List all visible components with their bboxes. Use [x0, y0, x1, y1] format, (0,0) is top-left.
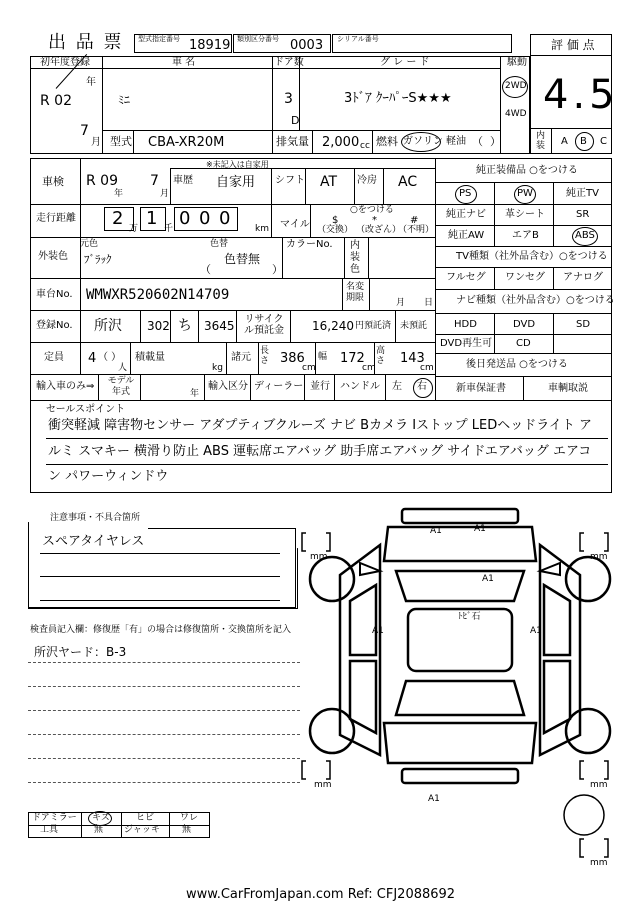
- parts-tools-value: 無: [94, 825, 104, 835]
- ac-label: 冷房: [357, 175, 377, 186]
- tv-type-title: TV種類（社外品含む）○をつける: [456, 251, 608, 262]
- first-reg-year: R 02: [40, 93, 72, 109]
- damage-mark-7: A1: [428, 794, 440, 804]
- mileage-opt1: $: [332, 215, 339, 226]
- mileage-unit-km: km: [255, 224, 269, 234]
- damage-mark-3: A1: [482, 574, 494, 584]
- height-label: 高さ: [376, 346, 386, 366]
- mm-front-left: mm: [310, 552, 328, 562]
- doors-label: ドア数: [274, 57, 304, 68]
- first-reg-month-unit: 月: [91, 137, 101, 148]
- parts-tools: 工具: [40, 825, 59, 835]
- damage-mark-6: A1: [530, 626, 542, 636]
- sales-points-line-2: ルミ スマキー 横滑り防止 ABS 運転席エアバッグ 助手席エアバッグ サイドエアバッグ エアコ: [48, 444, 592, 459]
- repaint-value: 色替無: [224, 252, 261, 266]
- score-value: 4.5: [543, 72, 619, 118]
- car-diagram: [300, 505, 620, 875]
- inspection-month-unit: 月: [160, 189, 170, 199]
- mileage-opt2: *: [372, 215, 377, 226]
- mileage-digit-2: 1: [146, 208, 158, 229]
- mileage-label: 走行距離: [36, 213, 76, 224]
- color-label: 外装色: [38, 251, 68, 262]
- repaint-label: 色替: [210, 239, 229, 249]
- interior-b: B: [580, 136, 587, 147]
- mile-label: マイル: [280, 219, 310, 230]
- mileage-digit-3: 0: [179, 208, 191, 229]
- tv-analog: アナログ: [563, 272, 603, 283]
- navi-cd: CD: [516, 338, 531, 349]
- notes-label: 注意事項・不具合箇所: [50, 513, 141, 523]
- mm-front-right: mm: [590, 552, 608, 562]
- dims-label: 諸元: [231, 352, 251, 363]
- fuel-gas: ガソリン: [403, 136, 443, 147]
- notes-line-1: スペアタイヤレス: [42, 534, 145, 549]
- drive-4wd: 4WD: [505, 109, 527, 119]
- equip-leather: 革シート: [505, 209, 545, 220]
- navi-dvd: DVD: [513, 319, 536, 330]
- serial-label: シリアル番号: [337, 35, 379, 43]
- navi-hdd: HDD: [454, 319, 477, 330]
- fuel-label: 燃料: [376, 135, 398, 148]
- footer-ref: www.CarFromJapan.com Ref: CFJ2088692: [186, 887, 456, 902]
- serial-box: [332, 34, 512, 53]
- chassis-day-unit: 日: [424, 298, 434, 308]
- registration-area: 所沢: [94, 318, 122, 334]
- unpaid-label: 未預託: [400, 321, 428, 331]
- inspection-month: 7: [150, 173, 159, 189]
- inspection-label: 車検: [42, 175, 64, 188]
- doors-value: 3: [284, 91, 293, 107]
- capacity-value: 4: [88, 351, 97, 366]
- inspection-note: ※未記入は自家用: [206, 160, 269, 169]
- mileage-opt2-sub: （改ざん）: [356, 225, 402, 235]
- mileage-check-label: ○をつける: [350, 205, 394, 215]
- mileage-digit-5: 0: [219, 208, 231, 229]
- recycle-unit: 円預託済: [355, 321, 392, 331]
- interior-color-label: 内装色: [350, 240, 360, 275]
- parts-jack: ジャッキ: [124, 825, 160, 835]
- parts-door-mirror: ドアミラー: [32, 813, 77, 823]
- interior-label: 内装: [536, 131, 546, 151]
- docs-manual: 車輌取説: [548, 383, 588, 394]
- original-color-value: ﾌﾞﾗｯｸ: [84, 253, 112, 266]
- parts-scratch: キズ: [92, 813, 110, 823]
- car-name-value: ﾐﾆ: [118, 93, 131, 107]
- original-color-label: 元色: [80, 239, 99, 249]
- color-no-label: カラーNo.: [286, 239, 333, 250]
- mileage-opt3: #: [410, 215, 419, 226]
- fuel-paren-close: ）: [490, 135, 501, 148]
- grade-value: 3ﾄﾞｱ ｸｰﾊﾟｰS★★★: [344, 91, 452, 106]
- import-parallel: 並行: [310, 381, 330, 392]
- mm-rear-right: mm: [590, 780, 608, 790]
- equip-navi: 純正ナビ: [446, 209, 486, 220]
- capacity-label: 定員: [44, 352, 64, 363]
- parts-crack: ヒビ: [136, 813, 155, 823]
- class-value: 0003: [290, 38, 324, 53]
- model-cert-label: 型式指定番号: [138, 35, 180, 43]
- ac-value: AC: [398, 174, 418, 190]
- load-unit: kg: [212, 363, 223, 373]
- drive-2wd: 2WD: [505, 81, 527, 91]
- chassis-label: 車台No.: [36, 289, 73, 300]
- mileage-unit-sen: 千: [164, 224, 174, 234]
- equip-pw: PW: [517, 188, 533, 199]
- inspection-year: R 09: [86, 173, 118, 189]
- chassis-value: WMWXR520602N14709: [86, 287, 230, 303]
- navi-sd: SD: [576, 319, 591, 330]
- parts-break: ワレ: [180, 813, 199, 823]
- registration-class: 302: [147, 319, 170, 333]
- handle-right: 右: [417, 381, 427, 392]
- sales-points-label: セールスポイント: [46, 404, 126, 415]
- sales-points-line-3: ン パワーウィンドウ: [48, 469, 169, 484]
- mileage-opt1-sub: （交換）: [317, 225, 354, 235]
- registration-kana: ち: [178, 318, 192, 334]
- parts-jack-value: 無: [182, 825, 192, 835]
- registration-label: 登録No.: [36, 320, 73, 331]
- grade-label: グ レ ー ド: [380, 57, 430, 68]
- width-label: 幅: [318, 352, 328, 362]
- mileage-opt3-sub: （不明）: [398, 225, 435, 235]
- displacement-value: 2,000: [322, 135, 360, 150]
- height-unit: cm: [420, 363, 434, 373]
- model-cert-value: 18919: [189, 38, 231, 53]
- height-value: 143: [400, 351, 425, 366]
- damage-mark-1: A1: [430, 526, 442, 536]
- inspection-year-unit: 年: [114, 189, 124, 199]
- class-label: 類別区分番号: [237, 35, 279, 43]
- handle-left: 左: [392, 381, 402, 392]
- import-dealer: ディーラー: [254, 381, 304, 392]
- tv-oneseg: ワンセグ: [505, 272, 545, 283]
- drive-label: 駆動: [507, 57, 527, 68]
- model-label: 型式: [110, 135, 132, 148]
- usage-label: 車歴: [173, 175, 193, 186]
- model-year-label: モデル年式: [107, 376, 135, 397]
- fuel-diesel: 軽油: [446, 136, 466, 147]
- shift-label: シフト: [275, 175, 305, 186]
- length-label: 長さ: [260, 346, 270, 366]
- equip-sr: SR: [576, 209, 590, 220]
- docs-warranty: 新車保証書: [456, 383, 506, 394]
- inspector-label: 検査員記入欄：修復歴「有」の場合は修復箇所・交換箇所を記入: [30, 625, 292, 635]
- equipment-title: 純正装備品 ○をつける: [476, 165, 578, 176]
- first-reg-month: 7: [80, 123, 89, 139]
- car-name-label: 車 名: [172, 57, 196, 68]
- import-label: 輸入車のみ⇒: [36, 381, 95, 392]
- damage-mark-2: A1: [474, 524, 486, 534]
- doors-sub: D: [291, 114, 300, 127]
- equip-ps: PS: [459, 188, 472, 199]
- import-type-label: 輸入区分: [208, 381, 248, 392]
- mileage-unit-man: 万: [129, 224, 139, 234]
- chassis-month-unit: 月: [396, 298, 406, 308]
- fuel-paren-open: （: [472, 135, 483, 148]
- mileage-digit-1: 2: [112, 208, 124, 229]
- car-outline-drawing: [300, 505, 620, 875]
- width-unit: cm: [362, 363, 376, 373]
- recycle-value: 16,240: [312, 319, 354, 333]
- model-cert-box: [134, 34, 232, 53]
- repaint-paren-close: ）: [272, 263, 283, 276]
- first-reg-year-unit: 年: [86, 77, 96, 88]
- mm-rear-left: mm: [314, 780, 332, 790]
- length-unit: cm: [302, 363, 316, 373]
- mm-spare: mm: [590, 858, 608, 868]
- usage-value: 自家用: [216, 175, 256, 190]
- repaint-paren-open: （: [200, 263, 211, 276]
- model-year-unit: 年: [190, 389, 200, 399]
- interior-c: C: [600, 136, 607, 147]
- handle-label: ハンドル: [340, 381, 380, 392]
- damage-mark-5: A1: [372, 626, 384, 636]
- equip-abs: ABS: [575, 230, 595, 241]
- mileage-digit-4: 0: [199, 208, 211, 229]
- interior-grade-box: [530, 128, 612, 154]
- damage-mark-4: ﾄﾋﾞ石: [458, 612, 481, 622]
- load-label: 積載量: [135, 352, 165, 363]
- name-change-period-label: 名変期限: [346, 282, 365, 303]
- displacement-unit: cc: [360, 141, 370, 151]
- width-value: 172: [340, 351, 365, 366]
- tv-fullseg: フルセグ: [446, 272, 486, 283]
- equip-tv: 純正TV: [566, 188, 599, 199]
- recycle-label: リサイクル預託金: [244, 314, 284, 336]
- length-value: 386: [280, 351, 305, 366]
- score-label: 評 価 点: [551, 38, 595, 52]
- navi-type-title: ナビ種類（社外品含む）○をつける: [456, 295, 615, 306]
- displacement-label: 排気量: [276, 135, 309, 148]
- shift-value: AT: [320, 174, 338, 190]
- navi-dvd-playback: DVD再生可: [440, 338, 493, 349]
- registration-number: 3645: [204, 319, 235, 333]
- inspector-line-1: 所沢ヤード：B-3: [34, 645, 127, 659]
- capacity-unit: 人: [118, 363, 128, 373]
- capacity-paren: （ ）: [98, 352, 122, 363]
- equip-aw: 純正AW: [448, 230, 485, 241]
- docs-title: 後日発送品 ○をつける: [466, 359, 568, 370]
- equip-airbag: エアB: [512, 230, 539, 241]
- sales-points-line-1: 衝突軽減 障害物センサー アダプティブクルーズ ナビ Bカメラ Iストップ LEDヘッドライト ア: [48, 418, 592, 433]
- class-number-box: [233, 34, 331, 53]
- model-value: CBA-XR20M: [148, 135, 225, 150]
- sheet-title: 出 品 票: [48, 32, 124, 53]
- interior-a: A: [561, 136, 568, 147]
- first-reg-label: 初年度登録: [40, 57, 90, 68]
